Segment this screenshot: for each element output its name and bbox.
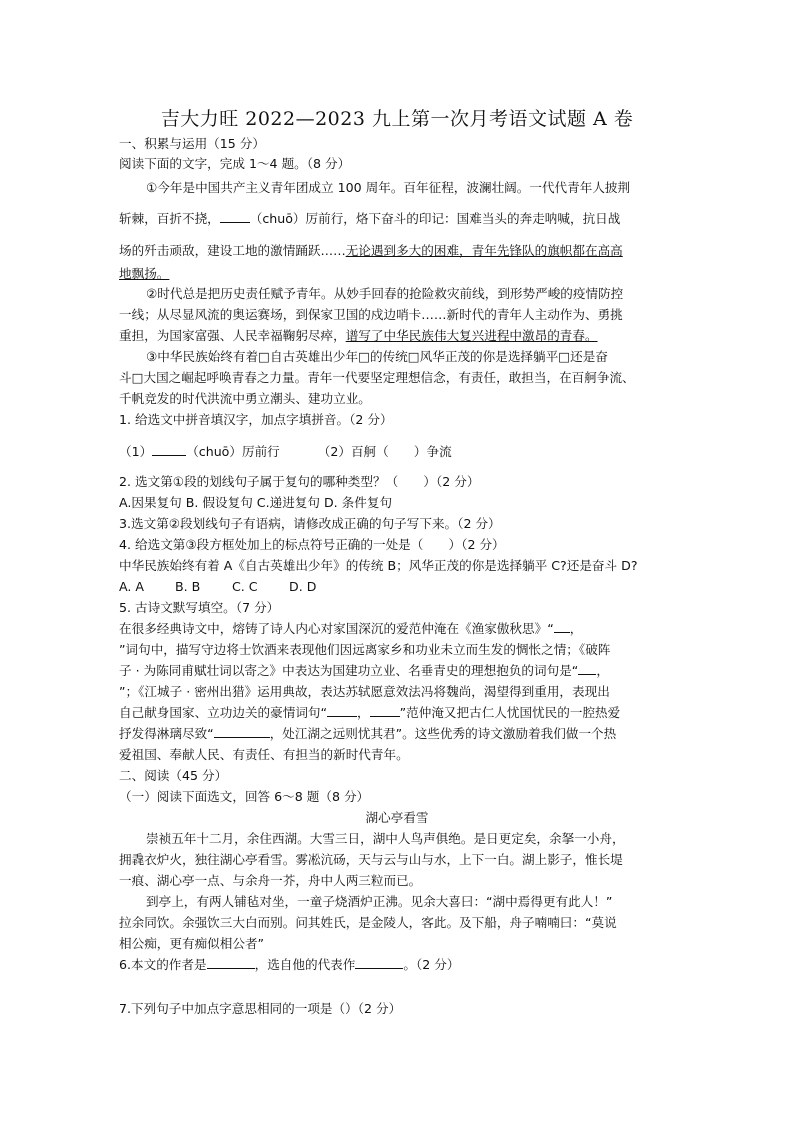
q7-stem: 7.下列句子中加点字意思相同的一项是（）（2 分） — [119, 1001, 402, 1016]
q6-blank-work[interactable] — [355, 956, 403, 969]
para2-line2: 一线；从尽显风流的奥运赛场，到保家卫国的戍边哨卡……新时代的青年人主动作为、勇挑 — [119, 307, 623, 322]
essay-title: 湖心亭看雪 — [365, 810, 429, 825]
para1-line3-start: 场的歼击顽敌，建设工地的激情踊跃…… — [119, 243, 346, 258]
underlined-sentence-para2: 谱写了中华民族伟大复兴进程中激昂的青春。 — [345, 328, 598, 343]
q3-stem: 3.选文第②段划线句子有语病，请修改成正确的句子写下来。（2 分） — [119, 516, 501, 531]
q5-line7: 爱祖国、奉献人民、有责任、有担当的新时代青年。 — [119, 747, 409, 762]
q5-blank-2[interactable] — [578, 662, 596, 675]
q5-blank-5[interactable] — [214, 725, 270, 738]
q6 — [119, 956, 679, 974]
q5-line1-text: 在很多经典诗文中，熔铸了诗人内心对家国深沉的爱范仲淹在《渔家傲秋思》“ — [119, 621, 554, 636]
q2-stem: 2. 选文第①段的划线句子属于复句的哪种类型？（ ）（2 分） — [119, 474, 480, 489]
para1-line2 — [119, 210, 679, 228]
q5-line6-start: 抒发得淋璃尽致“ — [119, 726, 214, 741]
q1-a2-text: （2）百舸（ ）争流 — [317, 444, 452, 459]
q4-option-d[interactable]: D. D — [289, 579, 317, 594]
q6-end: 。（2 分） — [403, 957, 460, 972]
q5-line1 — [119, 620, 679, 638]
q5-line4: ”；《江城子 · 密州出猎》运用典故，表达苏轼愿意效法冯将魏尚，渴望得到重用，表现出 — [119, 684, 610, 699]
blank-chuo[interactable] — [220, 210, 250, 223]
essay-line2: 拥毳衣炉火，独往湖心亭看雪。雾凇沆砀，天与云与山与水，上下一白。湖上影子，惟长堤 — [119, 852, 623, 867]
q5-line6 — [119, 725, 679, 743]
essay-line1: 崇祯五年十二月，余住西湖。大雪三日，湖中人鸟声俱绝。是日更定矣，余拏一小舟， — [146, 831, 625, 846]
section2-sub1: （一）阅读下面选文，回答 6～8 题（8 分） — [119, 789, 370, 804]
para2-line1: ②时代总是把历史责任赋予青年。从妙手回春的抢险救灾前线，到形势严峻的疫情防控 — [146, 286, 624, 301]
q5-line5 — [119, 704, 679, 722]
essay-line5: 拉余同饮。余强饮三大白而别。问其姓氏，是金陵人，客此。及下船，舟子喃喃曰：“莫说 — [119, 915, 617, 930]
para1-line2-start: 斩棘，百折不挠， — [119, 211, 220, 226]
para1-line1: ①今年是中国共产主义青年团成立 100 周年。百年征程，波澜壮阔。一代代青年人披荆 — [146, 180, 631, 195]
q5-line2: ”词句中，描写守边将士饮酒来表现他们因远离家乡和功业未立而生发的惆怅之情；《破阵 — [119, 642, 611, 657]
para1-line3 — [119, 242, 679, 260]
q4-option-b[interactable]: B. B — [175, 579, 201, 594]
section2-heading: 二、阅读（45 分） — [119, 768, 228, 783]
q4-stem: 4. 给选文第③段方框处加上的标点符号正确的一处是（ ）（2 分） — [119, 537, 505, 552]
q1-a1-blank[interactable] — [152, 443, 186, 456]
q5-blank-1[interactable] — [554, 620, 570, 633]
q1-a1-text: （chuō）厉前行 — [186, 444, 280, 459]
q5-stem: 5. 古诗文默写填空。（7 分） — [119, 600, 280, 615]
q4-option-c[interactable]: C. C — [232, 579, 258, 594]
q6-middle: ，选自他的代表作 — [254, 957, 356, 972]
q4-options — [119, 578, 679, 596]
q5-line3-text: 子 · 为陈同甫赋壮词以寄之》中表达为国建功立业、名垂青史的理想抱负的词句是“ — [119, 663, 579, 678]
para1-line4 — [119, 265, 679, 283]
exam-title: 吉大力旺 2022—2023 九上第一次月考语文试题 A 卷 — [160, 108, 634, 130]
q5-line3 — [119, 662, 679, 680]
q5-blank-4[interactable] — [370, 704, 400, 717]
para3-line1: ③中华民族始终有着□自古英雄出少年□的传统□风华正茂的你是选择躺平□还是奋 — [146, 349, 608, 364]
q1-stem: 1. 给选文中拼音填汉字，加点字填拼音。（2 分） — [119, 412, 393, 427]
essay-line3: 一痕、湖心亭一点、与余舟一芥，舟中人两三粒而已。 — [119, 873, 422, 888]
essay-line6: 相公痴，更有痴似相公者” — [119, 936, 265, 951]
para2-line3-start: 重担，为国家富强、人民幸福鞠躬尽瘁， — [119, 328, 346, 343]
q5-blank-3[interactable] — [327, 704, 357, 717]
q5-comma-3: ， — [357, 705, 370, 720]
q5-line5-start: 自己献身国家、立功边关的豪情词句“ — [119, 705, 328, 720]
q5-comma-2: ， — [596, 663, 609, 678]
para3-line2: 斗□大国之崛起呼唤青春之力量。青年一代要坚定理想信念，有责任，敢担当，在百舸争流、 — [119, 370, 635, 385]
q1-answers — [119, 443, 679, 461]
q5-comma-1: ， — [569, 621, 583, 636]
q4-sentence: 中华民族始终有着 A《自古英雄出少年》的传统 B；风华正茂的你是选择躺平 C?还是奋斗 D? — [119, 558, 638, 573]
section1-instruction: 阅读下面的文字，完成 1～4 题。（8 分） — [119, 156, 351, 171]
q5-line5-end: ”范仲淹又把古仁人忧国忧民的一腔热爱 — [399, 705, 621, 720]
q4-option-a[interactable]: A. A — [119, 579, 145, 594]
q1-a1-number: （1） — [119, 444, 153, 459]
q6-blank-author[interactable] — [207, 956, 255, 969]
underlined-sentence-part1: 无论遇到多大的困难，青年先锋队的旗帜都在高高 — [345, 243, 623, 258]
section1-heading: 一、积累与运用（15 分） — [119, 136, 265, 151]
q5-line6-end: ，处江湖之远则忧其君”。这些优秀的诗文激励着我们做一个热 — [269, 726, 617, 741]
para3-line3: 千帆竞发的时代洪流中勇立潮头、建功立业。 — [119, 391, 371, 406]
underlined-sentence-part2: 地飘扬。 — [119, 266, 170, 281]
q2-options: A.因果复句 B. 假设复句 C.递进复句 D. 条件复句 — [119, 495, 393, 510]
para1-line2-end: （chuō）厉前行，烙下奋斗的印记：国难当头的奔走呐喊，抗日战 — [249, 211, 621, 226]
essay-line4: 到亭上，有两人铺毡对坐，一童子烧酒炉正沸。见余大喜曰：“湖中焉得更有此人！” — [146, 894, 613, 909]
para2-line3 — [119, 327, 679, 345]
q6-start: 6.本文的作者是 — [119, 957, 207, 972]
